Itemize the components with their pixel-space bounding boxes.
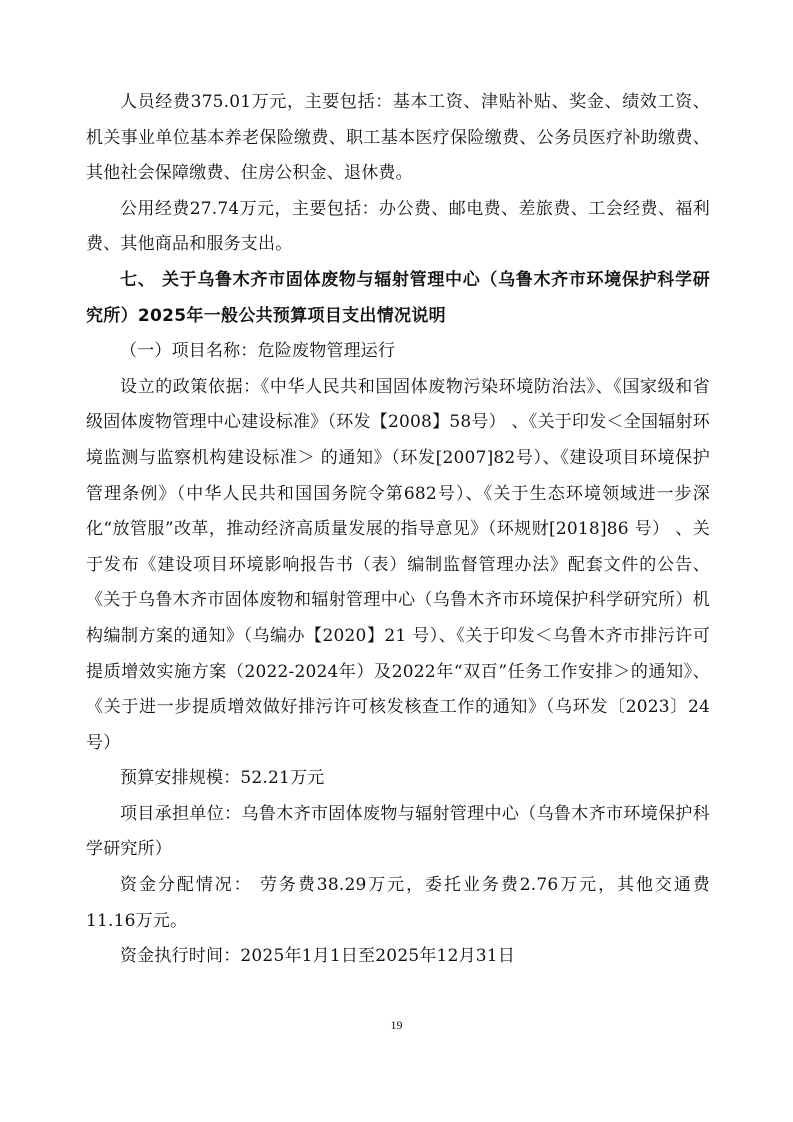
page-body: [86, 85, 710, 975]
policy-basis-paragraph: 设立的政策依据：《中华人民共和国固体废物污染环境防治法》、《国家级和省级固体废物管理中心建设标准》（环发【2008】58号） 、《关于印发＜全国辐射环境监测与监察机构建设标准＞ 的通知》（环发[2007]82号）、《建设项目环境保护管理条例》（中华人民共和国国务院令第682号）、《关于生态环境领域进一步深化“放管服”改革，推动经济高质量发展的指导意见》（环规财[2018]86 号） 、关于发布《建设项目环境影响报告书（表）编制监督管理办法》配套文件的公告、《关于乌鲁木齐市固体废物和辐射管理中心（乌鲁木齐市环境保护科学研究所）机构编制方案的通知》（乌编办【2020】21 号）、《关于印发＜乌鲁木齐市排污许可提质增效实施方案（2022-2024年）及2022年“双百”任务工作安排＞的通知》、《关于进一步提质增效做好排污许可核发核查工作的通知》（乌环发〔2023〕24号）: [86, 376, 710, 753]
public-expense-paragraph: 公用经费27.74万元，主要包括：办公费、邮电费、差旅费、工会经费、福利费、其他商品和服务支出。: [86, 198, 710, 255]
budget-scale-line: 预算安排规模：52.21万元: [120, 768, 325, 789]
fund-allocation-paragraph: 资金分配情况： 劳务费38.29万元，委托业务费2.76万元，其他交通费11.16万元。: [86, 875, 710, 931]
section-heading: 七、 关于乌鲁木齐市固体废物与辐射管理中心（乌鲁木齐市环境保护科学研究所）2025年一般公共预算项目支出情况说明: [86, 269, 710, 326]
execution-time-line: 资金执行时间：2025年1月1日至2025年12月31日: [120, 946, 516, 967]
personnel-expense-paragraph: 人员经费375.01万元，主要包括：基本工资、津贴补贴、奖金、绩效工资、机关事业单位基本养老保险缴费、职工基本医疗保险缴费、公务员医疗补助缴费、其他社会保障缴费、住房公积金、退休费。: [86, 92, 710, 184]
project-name-line: （一）项目名称：危险废物管理运行: [120, 341, 396, 362]
page-number: 19: [390, 1018, 403, 1032]
undertaking-unit-paragraph: 项目承担单位：乌鲁木齐市固体废物与辐射管理中心（乌鲁木齐市环境保护科学研究所）: [86, 803, 710, 860]
